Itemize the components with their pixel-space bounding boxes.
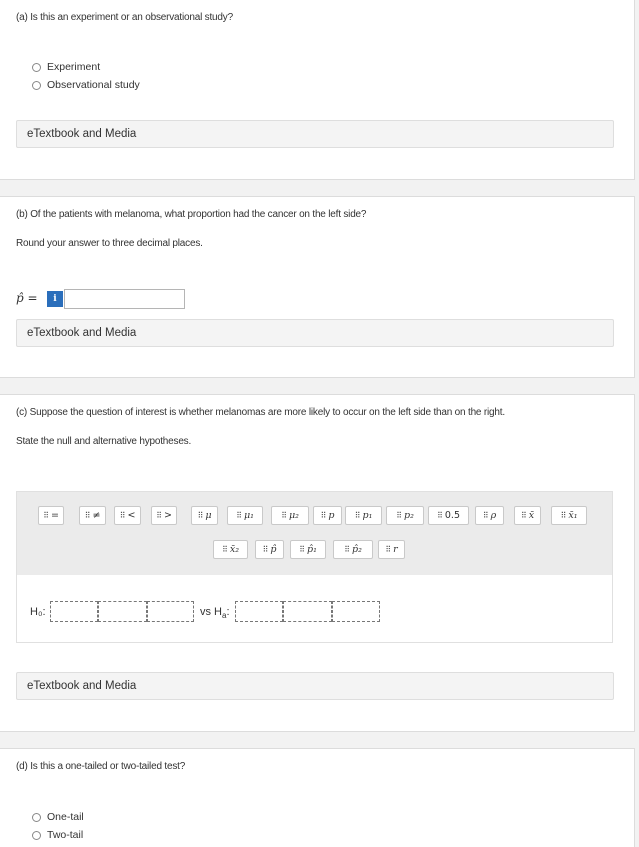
tile-symbol: r [393,544,398,555]
part-a-question: (a) Is this an experiment or an observational study? [16,12,233,23]
radio-two-tail[interactable] [32,829,83,841]
tile-symbol: μ₁ [243,510,254,521]
tile-equals[interactable] [38,506,64,525]
tile-symbol: p̂₂ [351,544,362,555]
tile-symbol: x̄₁ [568,510,578,521]
part-b-card [0,196,635,378]
drag-handle-icon: ⠿ [385,545,391,554]
p-hat-label: p̂ = [16,291,38,305]
tile-less-than[interactable] [114,506,141,525]
radio-observational-study[interactable] [32,79,140,91]
tile-phat1[interactable] [290,540,326,559]
tile-symbol: μ [205,510,212,521]
symbol-palette [16,491,613,575]
tile-greater-than[interactable] [151,506,177,525]
drag-handle-icon: ⠿ [344,545,349,554]
hypotheses-area [16,575,613,643]
ha-slot-2[interactable] [283,601,332,622]
tile-symbol: x̄₂ [229,544,240,555]
part-c-instruction: State the null and alternative hypotheses. [16,436,192,447]
part-d-card [0,748,635,847]
drag-handle-icon: ⠿ [236,511,241,520]
drag-handle-icon: ⠿ [520,511,526,520]
drag-handle-icon: ⠿ [354,511,360,520]
ha-subscript: a [222,611,227,621]
tile-rho[interactable] [475,506,504,525]
ha-slot-1[interactable] [235,601,283,622]
drag-handle-icon: ⠿ [281,511,286,520]
tile-symbol: μ₂ [288,510,299,521]
ha-colon: : [226,606,230,618]
tile-half[interactable] [428,506,469,525]
drag-handle-icon: ⠿ [262,545,268,554]
tile-r[interactable] [378,540,405,559]
tile-p[interactable] [313,506,342,525]
radio-label: Two-tail [47,829,84,841]
drag-handle-icon: ⠿ [119,511,125,520]
tile-xbar[interactable] [514,506,541,525]
drag-handle-icon: ⠿ [396,511,401,520]
radio-experiment[interactable] [32,61,100,73]
radio-label: One-tail [47,811,84,823]
tile-symbol: p₂ [403,510,414,521]
ha-label-vs: vs H [200,606,222,618]
drag-handle-icon: ⠿ [221,545,227,554]
tile-symbol: p̂₁ [306,544,317,555]
radio-circle[interactable] [32,81,41,90]
part-b-instruction: Round your answer to three decimal places. [16,238,203,249]
etextbook-media-link[interactable]: eTextbook and Media [16,672,614,700]
tile-symbol: p [328,510,335,521]
h0-label: H₀: [30,606,46,618]
etextbook-media-link[interactable]: eTextbook and Media [16,319,614,347]
etextbook-media-link[interactable]: eTextbook and Media [16,120,614,148]
tile-symbol: = [50,510,59,521]
radio-label: Observational study [47,79,140,91]
tile-symbol: > [163,510,172,521]
drag-handle-icon: ⠿ [482,511,488,520]
drag-handle-icon: ⠿ [437,511,442,520]
radio-circle[interactable] [32,63,41,72]
h0-slot-2[interactable] [98,601,147,622]
tile-symbol: p₁ [362,510,373,521]
drag-handle-icon: ⠿ [560,511,566,520]
drag-handle-icon: ⠿ [84,511,90,520]
tile-mu2[interactable] [271,506,309,525]
tile-symbol: p̂ [270,544,277,555]
tile-phat[interactable] [255,540,284,559]
tile-xbar2[interactable] [213,540,248,559]
part-c-card [0,394,635,732]
radio-one-tail[interactable] [32,811,84,823]
part-d-question: (d) Is this a one-tailed or two-tailed test? [16,761,186,772]
tile-mu[interactable] [191,506,218,525]
tile-symbol: ≠ [92,510,101,521]
drag-handle-icon: ⠿ [197,511,203,520]
tile-symbol: < [127,510,136,521]
drag-handle-icon: ⠿ [156,511,161,520]
tile-symbol: ρ [490,510,497,521]
proportion-answer-input[interactable] [64,289,185,309]
tile-mu1[interactable] [227,506,263,525]
part-b-question: (b) Of the patients with melanoma, what proportion had the cancer on the left side? [16,209,367,220]
drag-handle-icon: ⠿ [299,545,304,554]
drag-handle-icon: ⠿ [43,511,48,520]
tile-symbol: 0.5 [444,510,460,521]
tile-symbol: x̄ [528,510,535,521]
tile-p2[interactable] [386,506,424,525]
tile-phat2[interactable] [333,540,373,559]
part-a-card [0,0,635,180]
ha-slot-3[interactable] [332,601,380,622]
info-icon[interactable]: i [47,291,63,307]
drag-handle-icon: ⠿ [320,511,326,520]
radio-circle[interactable] [32,831,41,840]
tile-not-equals[interactable] [79,506,106,525]
radio-label: Experiment [47,61,101,73]
h0-slot-3[interactable] [147,601,194,622]
tile-xbar1[interactable] [551,506,587,525]
part-c-question: (c) Suppose the question of interest is whether melanomas are more likely to occur on the left side than on the right. [16,407,505,418]
tile-p1[interactable] [345,506,382,525]
radio-circle[interactable] [32,813,41,822]
ha-label [200,606,230,620]
h0-slot-1[interactable] [50,601,98,622]
